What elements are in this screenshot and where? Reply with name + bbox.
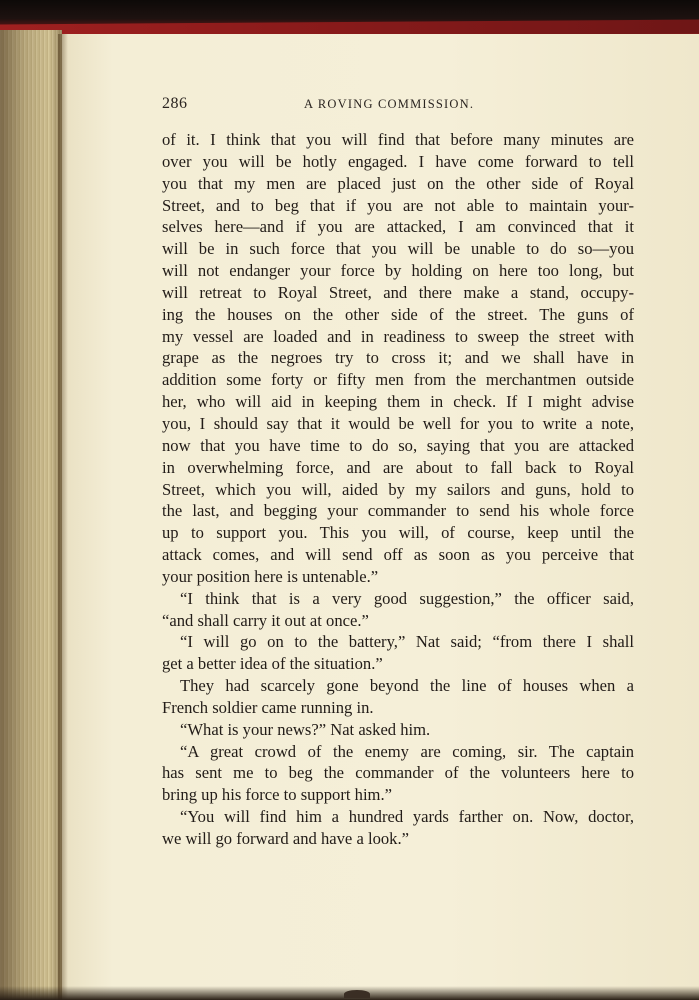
text-line: grape as the negroes try to cross it; and we shall have in [162,348,634,368]
text-line: “and shall carry it out at once.” [162,610,369,630]
text-line: over you will be hotly engaged. I have come forward to tell [162,151,634,171]
text-line: “I think that is a very good suggestion,” the officer said, [180,588,634,608]
text-line: “What is your news?” Nat asked him. [180,719,431,739]
running-head [162,95,634,117]
text-line: you, I should say that it would be well for you to write a note, [162,413,634,433]
text-line: will retreat to Royal Street, and there make a stand, occupy- [162,282,634,302]
text-line: up to support you. This you will, of course, keep until the [162,523,634,543]
text-line: They had scarcely gone beyond the line of houses when a [180,676,634,696]
text-line: your position here is untenable.” [162,566,379,586]
page-number: 286 [162,95,188,112]
text-line: bring up his force to support him.” [162,785,392,805]
text-line: ing the houses on the other side of the street. The guns of [162,304,634,324]
text-line: addition some forty or fifty men from the merchantmen outside [162,370,634,390]
text-line: Street, which you will, aided by my sailors and guns, hold to [162,479,634,499]
body-text [162,129,634,850]
text-line: of it. I think that you will find that before many minutes are [162,130,634,149]
running-title: A ROVING COMMISSION. [304,97,475,111]
text-line: “I will go on to the battery,” Nat said; “from there I shall [180,632,634,652]
text-line: we will go forward and have a look.” [162,829,409,848]
text-line: selves here—and if you are attacked, I am convinced that it [162,217,634,237]
bottom-speck [344,990,370,998]
page-gutter-shadow [58,34,68,1000]
text-line: will not endanger your force by holding on here too long, but [162,261,634,281]
page-stack-shadow [0,30,62,1000]
text-line: her, who will aid in keeping them in check. If I might advise [162,392,634,412]
text-line: the last, and begging your commander to send his whole force [162,501,634,521]
text-line: will be in such force that you will be unable to do so—you [162,239,634,259]
text-line: “A great crowd of the enemy are coming, sir. The captain [180,741,634,761]
text-line: attack comes, and will send off as soon as you perceive that [162,545,634,565]
text-line: get a better idea of the situation.” [162,654,383,674]
text-line: French soldier came running in. [162,697,374,717]
text-line: my vessel are loaded and in readiness to sweep the street with [162,326,634,346]
text-line: you that my men are placed just on the other side of Royal [162,173,634,193]
text-line: has sent me to beg the commander of the volunteers here to [162,763,634,783]
text-line: Street, and to beg that if you are not able to maintain your- [162,195,634,215]
text-line: in overwhelming force, and are about to fall back to Royal [162,457,634,477]
text-line: “You will find him a hundred yards farther on. Now, doctor, [180,807,634,827]
text-line: now that you have time to do so, saying that you are attacked [162,435,634,455]
